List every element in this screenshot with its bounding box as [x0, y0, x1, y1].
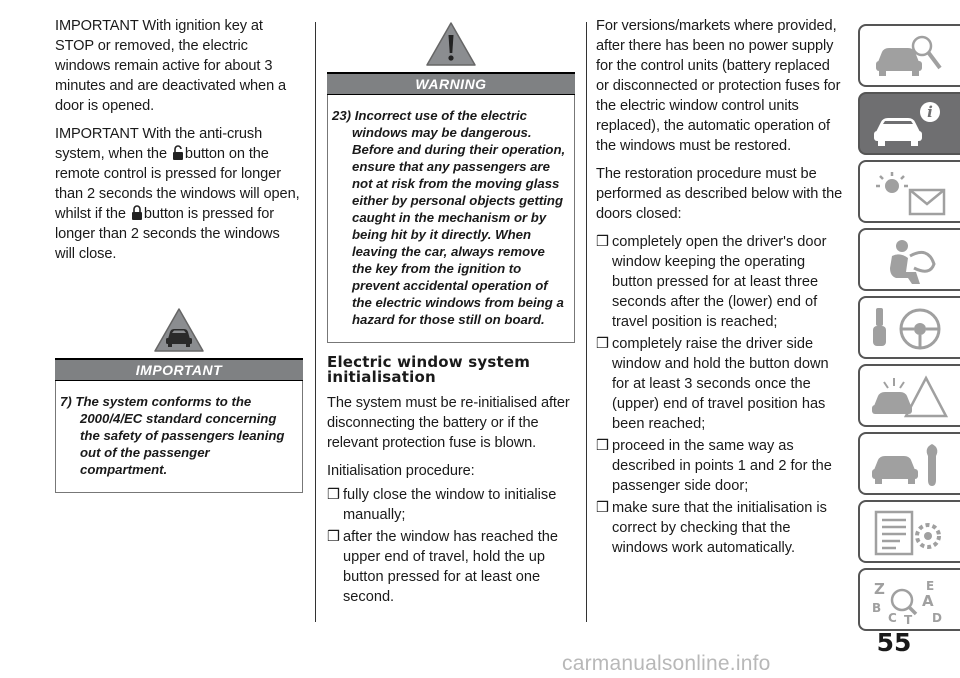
important-note: 7) The system conforms to the 2000/4/EC standard concerning the safety of passengers leaning out of the passenger compartment. [60, 394, 285, 477]
svg-text:A: A [922, 592, 934, 610]
svg-text:D: D [932, 611, 942, 625]
tab-alphabetical-index[interactable] [858, 568, 960, 631]
checkbox-bullet-icon: ❒ [596, 438, 610, 454]
checkbox-bullet-icon: ❒ [327, 487, 341, 503]
warning-lights-icon [870, 168, 950, 218]
warning-note-box [327, 95, 575, 343]
warning-icon-wrap [327, 20, 575, 68]
tab-key-steering[interactable] [858, 296, 960, 359]
restore-procedure-intro: The restoration procedure must be performed as described below with the doors closed: [596, 166, 843, 222]
column-left [55, 16, 303, 493]
svg-text:B: B [872, 601, 882, 615]
alphabetical-index-icon [870, 576, 950, 626]
tab-breakdown[interactable] [858, 364, 960, 427]
column-divider-2 [586, 22, 587, 622]
airbag-seat-icon [870, 236, 950, 286]
svg-text:Z: Z [874, 580, 885, 598]
column-middle [327, 16, 575, 609]
svg-text:T: T [904, 613, 913, 626]
procedure-label: Initialisation procedure: [327, 463, 475, 479]
car-caution-icon-wrap [55, 306, 303, 354]
column-right [596, 16, 846, 560]
checkbox-bullet-icon: ❒ [596, 234, 610, 250]
reinit-intro: The system must be re-initialised after disconnecting the battery or if the relevant protection fuse is blown. [327, 395, 570, 451]
warning-banner: WARNING [327, 72, 575, 95]
important-banner: IMPORTANT [55, 358, 303, 381]
lock-open-icon [172, 145, 184, 160]
tab-car-search[interactable] [858, 24, 960, 87]
page-number: 55 [876, 628, 912, 657]
list-item: ❒ proceed in the same way as described in points 1 and 2 for the passenger side door; [596, 438, 832, 494]
tab-warning-lights[interactable] [858, 160, 960, 223]
car-caution-icon [153, 306, 205, 354]
list-item: ❒ completely open the driver's door window keeping the operating button pressed for at least three seconds after the (lower) end of travel position is reached; [596, 234, 827, 330]
tab-airbag-seat[interactable] [858, 228, 960, 291]
section-title: Electric window system initialisation [327, 353, 531, 386]
lock-closed-icon [131, 205, 143, 220]
restore-note: For versions/markets where provided, after there has been no power supply for the control units (battery replaced or disconnected or protection fuses for the electric window control units replaced), the automatic operation of the windows must be restored. [596, 18, 841, 154]
tab-technical-data[interactable] [858, 500, 960, 563]
checkbox-bullet-icon: ❒ [596, 336, 610, 352]
svg-text:C: C [888, 611, 897, 625]
tab-car-info[interactable] [858, 92, 960, 155]
exclamation-warning-icon [425, 20, 477, 68]
anti-crush-note: IMPORTANT With the anti-crush system, when the button on the remote control is pressed for longer than 2 seconds the windows will open, whilst if the button is pressed for longer than 2 seconds the windows will close. [55, 126, 300, 262]
warning-note: 23) Incorrect use of the electric windows may be dangerous. Before and during their operation, ensure that any passengers are not at risk from the moving glass either by personal objects getting caught in the mechanism or by being hit by it directly. When leaving the car, always remove the key from the ignition to prevent accidental operation of the electric windows from being a hazard for those still on board. [332, 108, 566, 327]
tab-service[interactable] [858, 432, 960, 495]
svg-text:i: i [927, 103, 933, 121]
ignition-note: IMPORTANT With ignition key at STOP or removed, the electric windows remain active for about 3 minutes and are deactivated when a door is opened. [55, 18, 287, 114]
car-service-icon [870, 440, 950, 490]
column-divider-1 [315, 22, 316, 622]
key-steering-wheel-icon [870, 304, 950, 354]
checkbox-bullet-icon: ❒ [327, 529, 341, 545]
list-item: ❒ after the window has reached the upper end of travel, hold the up button pressed for at least one second. [327, 529, 558, 605]
list-item: ❒ completely raise the driver side window and hold the button down for at least 3 seconds once the (upper) end of travel position has been reached; [596, 336, 829, 432]
checkbox-bullet-icon: ❒ [596, 500, 610, 516]
technical-data-icon [870, 508, 950, 558]
important-note-box [55, 381, 303, 493]
list-item: ❒ make sure that the initialisation is correct by checking that the windows work automatically. [596, 500, 827, 556]
list-item: ❒ fully close the window to initialise manually; [327, 487, 557, 523]
svg-text:E: E [926, 579, 935, 593]
car-info-icon [870, 100, 950, 150]
watermark: carmanualsonline.info [562, 652, 771, 675]
car-search-icon [870, 32, 950, 82]
car-breakdown-icon [870, 372, 950, 422]
